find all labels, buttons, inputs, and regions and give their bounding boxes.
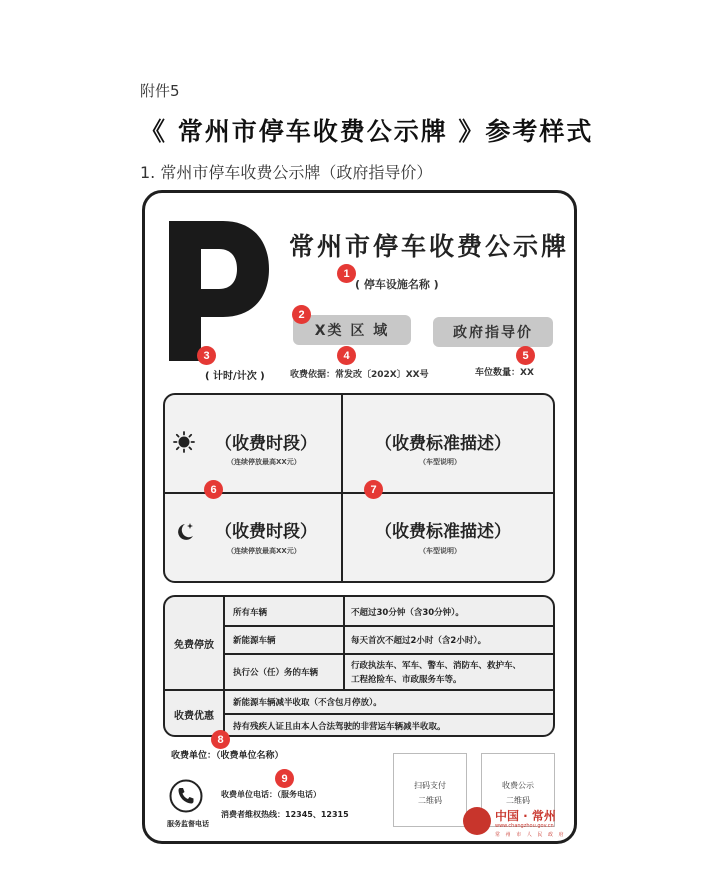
discount-label: 收费优惠 — [174, 710, 214, 722]
qr-label: 扫码支付 — [414, 781, 446, 790]
table-divider — [343, 597, 345, 689]
moon-star-icon — [173, 521, 195, 543]
day-period: （收费时段） — [215, 434, 317, 454]
payment-qr-placeholder — [393, 753, 467, 827]
qr-label: 二维码 — [418, 796, 442, 805]
night-cap: （连续停放最高XX元） — [227, 547, 301, 555]
unit-phone: 收费单位电话：（服务电话） — [221, 790, 321, 799]
logo-org: 常 州 市 人 民 政 府 — [495, 832, 566, 838]
table-divider — [223, 597, 225, 689]
parking-p-icon — [161, 221, 271, 361]
marker-7: 7 — [364, 480, 383, 499]
marker-9: 9 — [275, 769, 294, 788]
free-row-rule: 不超过30分钟（含30分钟）。 — [351, 608, 464, 618]
logo-emblem-icon — [463, 807, 491, 835]
zone-badge: X类 区 域 — [293, 315, 411, 345]
marker-1: 1 — [337, 264, 356, 283]
free-row-rule: 每天首次不超过2小时（含2小时）。 — [351, 636, 487, 646]
day-standard: （收费标准描述） — [375, 434, 511, 454]
table-divider — [223, 653, 555, 655]
qr-label: 二维码 — [506, 796, 530, 805]
free-row-vehicle: 执行公（任）务的车辆 — [233, 668, 319, 678]
logo-name: 中国 · 常州 — [495, 809, 556, 823]
pricing-badge: 政府指导价 — [433, 317, 553, 347]
grid-divider — [341, 395, 343, 581]
grid-divider — [165, 492, 553, 494]
collecting-unit: 收费单位：（收费单位名称） — [171, 751, 284, 761]
marker-4: 4 — [337, 346, 356, 365]
marker-6: 6 — [204, 480, 223, 499]
night-vehicle: （车型说明） — [419, 547, 461, 555]
parking-sign-board — [142, 190, 577, 844]
changzhou-logo — [463, 803, 575, 843]
free-parking-label: 免费停放 — [174, 639, 214, 651]
pricing-basis: 收费依据：常发改〔202X〕XX号 — [290, 370, 429, 380]
discount-row: 持有残疾人证且由本人合法驾驶的非营运车辆减半收取。 — [233, 722, 446, 732]
night-period: （收费时段） — [215, 522, 317, 542]
document-title: 《 常州市停车收费公示牌 》参考样式 — [140, 117, 594, 146]
table-divider — [223, 625, 555, 627]
fee-rules-table — [163, 595, 555, 737]
attachment-label: 附件5 — [140, 82, 180, 100]
space-count: 车位数量：XX — [475, 368, 534, 378]
marker-8: 8 — [211, 730, 230, 749]
discount-row: 新能源车辆减半收取（不含包月停放）。 — [233, 698, 382, 708]
sun-icon — [173, 431, 195, 453]
night-standard: （收费标准描述） — [375, 522, 511, 542]
phone-icon — [169, 779, 203, 813]
logo-url: www.changzhou.gov.cn — [495, 823, 554, 829]
free-row-vehicle: 新能源车辆 — [233, 636, 276, 646]
marker-2: 2 — [292, 305, 311, 324]
consumer-hotline: 消费者维权热线：12345、12315 — [221, 810, 349, 819]
day-cap: （连续停放最高XX元） — [227, 458, 301, 466]
counting-method: ( 计时/计次 ) — [205, 371, 265, 382]
free-row-vehicle: 所有车辆 — [233, 608, 268, 618]
table-divider — [223, 713, 555, 715]
free-row-rule-cont: 工程抢险车、市政服务车等。 — [351, 675, 462, 685]
sign-title: 常州市停车收费公示牌 — [289, 232, 570, 261]
free-row-rule: 行政执法车、军车、警车、消防车、救护车、 — [351, 661, 522, 671]
marker-5: 5 — [516, 346, 535, 365]
section-subtitle: 1. 常州市停车收费公示牌（政府指导价） — [140, 163, 433, 182]
day-vehicle: （车型说明） — [419, 458, 461, 466]
facility-name: ( 停车设施名称 ) — [355, 278, 439, 291]
marker-3: 3 — [197, 346, 216, 365]
qr-label: 收费公示 — [502, 781, 534, 790]
supervision-label: 服务监督电话 — [167, 820, 209, 828]
